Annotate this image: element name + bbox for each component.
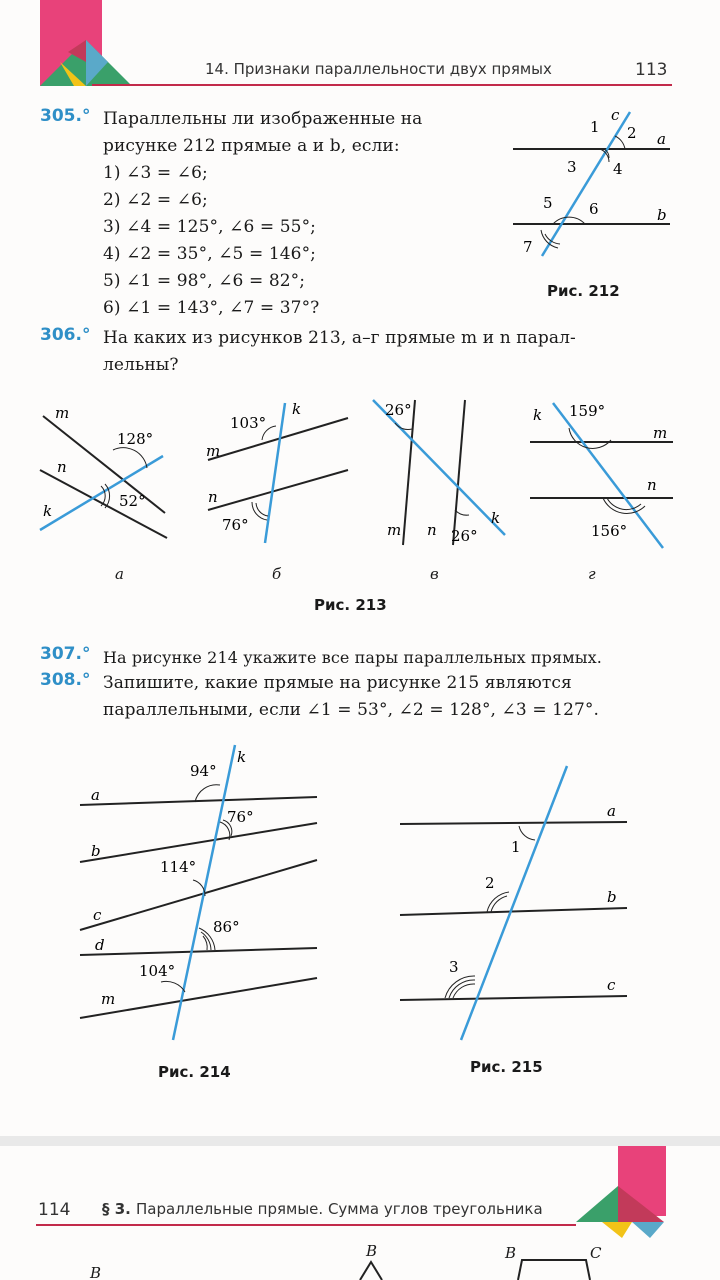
fig215-angle-2: 2 [485,874,495,892]
fig212-label-b: b [657,206,667,224]
problem-308-text [103,670,693,724]
section-title: Параллельные прямые. Сумма углов треугольника [136,1200,543,1218]
fig214-label-d: d [95,936,105,954]
problem-number-307: 307.° [40,644,91,664]
fig213a-label-m: m [55,404,70,422]
fig212-label-6: 6 [589,200,599,218]
problem-305-line2: рисунке 212 прямые a и b, если: [103,136,400,156]
fig213v-angle-26-top: 26° [385,401,412,419]
fig215-caption: Рис. 215 [470,1058,543,1076]
fig213a-label-k: k [43,502,53,520]
fig213v-sublabel: в [430,565,439,583]
problem-308-line1: Запишите, какие прямые на рисунке 215 являются [103,673,572,693]
problem-305-item4: 4) ∠2 = 35°, ∠5 = 146°; [103,244,316,264]
fig214-angle-104: 104° [139,962,176,980]
fig213b-label-m: m [206,442,221,460]
problem-305-item1: 1) ∠3 = ∠6; [103,163,208,183]
fig214-angle-94: 94° [190,762,217,780]
fig215-label-c: c [607,976,616,994]
figure-213g [525,398,675,558]
page-number-114: 114 [38,1200,71,1220]
fragment-b3: B [505,1244,517,1262]
problem-305-item5: 5) ∠1 = 98°, ∠6 = 82°; [103,271,306,291]
fig212-label-2: 2 [627,124,637,142]
fig214-angle-114: 114° [160,858,197,876]
fig214-label-m: m [101,990,116,1008]
figure-214 [75,740,325,1050]
page-gap [0,1136,720,1146]
fig213v-angle-26-bottom: 26° [451,527,478,545]
fig213v-label-n: n [427,521,437,539]
fig213v-label-k: k [491,509,501,527]
problem-305-text [103,106,493,322]
problem-306-text [103,325,683,379]
figure-213v [365,395,515,555]
fig213b-label-n: n [208,488,218,506]
problem-306-line1: На каких из рисунков 213, а–г прямые m и n парал- [103,328,576,348]
fig213b-sublabel: б [272,565,282,583]
fig212-label-4: 4 [613,160,623,178]
fig213b-angle-103: 103° [230,414,267,432]
problem-number-308: 308.° [40,670,91,690]
tangram-decoration-2 [572,1146,672,1242]
fig212-caption: Рис. 212 [547,282,620,300]
fig214-label-b: b [91,842,101,860]
fig213b-angle-76: 76° [222,516,249,534]
fig214-label-a: a [91,786,100,804]
fig213g-label-n: n [647,476,657,494]
tangram-decoration [38,0,138,88]
fig214-label-c: c [93,906,102,924]
fig214-caption: Рис. 214 [158,1063,231,1081]
fig215-angle-1: 1 [511,838,521,856]
figure-212 [505,104,680,264]
fig213a-label-n: n [57,458,67,476]
problem-number-305: 305.° [40,106,91,126]
page-114 [0,1146,720,1280]
fragment-triangle-apex [356,1258,386,1280]
problem-305-item3: 3) ∠4 = 125°, ∠6 = 55°; [103,217,316,237]
problem-305-item2: 2) ∠2 = ∠6; [103,190,208,210]
problem-306-line2: лельны? [103,355,179,375]
section-number: § 3. [102,1200,131,1218]
running-header-title: 14. Признаки параллельности двух прямых [205,60,552,78]
fig215-label-a: a [607,802,616,820]
fig213-caption: Рис. 213 [314,596,387,614]
fig213g-angle-159: 159° [569,402,606,420]
problem-305-line1: Параллельны ли изображенные на [103,109,423,129]
fig212-label-3: 3 [567,158,577,176]
header-rule [92,84,672,86]
problem-307-text: На рисунке 214 укажите все пары параллельных прямых. [103,648,602,667]
fragment-trapezoid-top [514,1256,594,1280]
fig215-label-b: b [607,888,617,906]
page-number: 113 [635,60,668,80]
problem-number-306: 306.° [40,325,91,345]
fragment-b1: B [90,1264,102,1280]
fig213g-sublabel: г [588,565,596,583]
fig214-angle-86: 86° [213,918,240,936]
fig215-angle-3: 3 [449,958,459,976]
fig214-angle-76: 76° [227,808,254,826]
fig214-label-k: k [237,748,247,766]
figure-213a [35,398,175,558]
fig212-label-7: 7 [523,238,533,256]
fig213b-label-k: k [292,400,302,418]
fig213a-sublabel: а [115,565,124,583]
figure-213b [200,398,355,558]
problem-305-item6: 6) ∠1 = 143°, ∠7 = 37°? [103,298,320,318]
fig213g-label-m: m [653,424,668,442]
fig212-label-c: c [611,106,620,124]
fig213g-angle-156: 156° [591,522,628,540]
fig213v-label-m: m [387,521,402,539]
fig212-label-1: 1 [590,118,600,136]
fig213a-angle-128: 128° [117,430,154,448]
figure-215 [395,758,635,1048]
fragment-b2: B [366,1242,378,1260]
fig213a-angle-52: 52° [119,492,146,510]
header-rule-2 [36,1224,576,1226]
fig212-label-5: 5 [543,194,553,212]
fig213g-label-k: k [533,406,543,424]
fragment-c: C [590,1244,602,1262]
fig212-label-a: a [657,130,666,148]
problem-308-line2: параллельными, если ∠1 = 53°, ∠2 = 128°, ∠3 = 127°. [103,700,600,720]
